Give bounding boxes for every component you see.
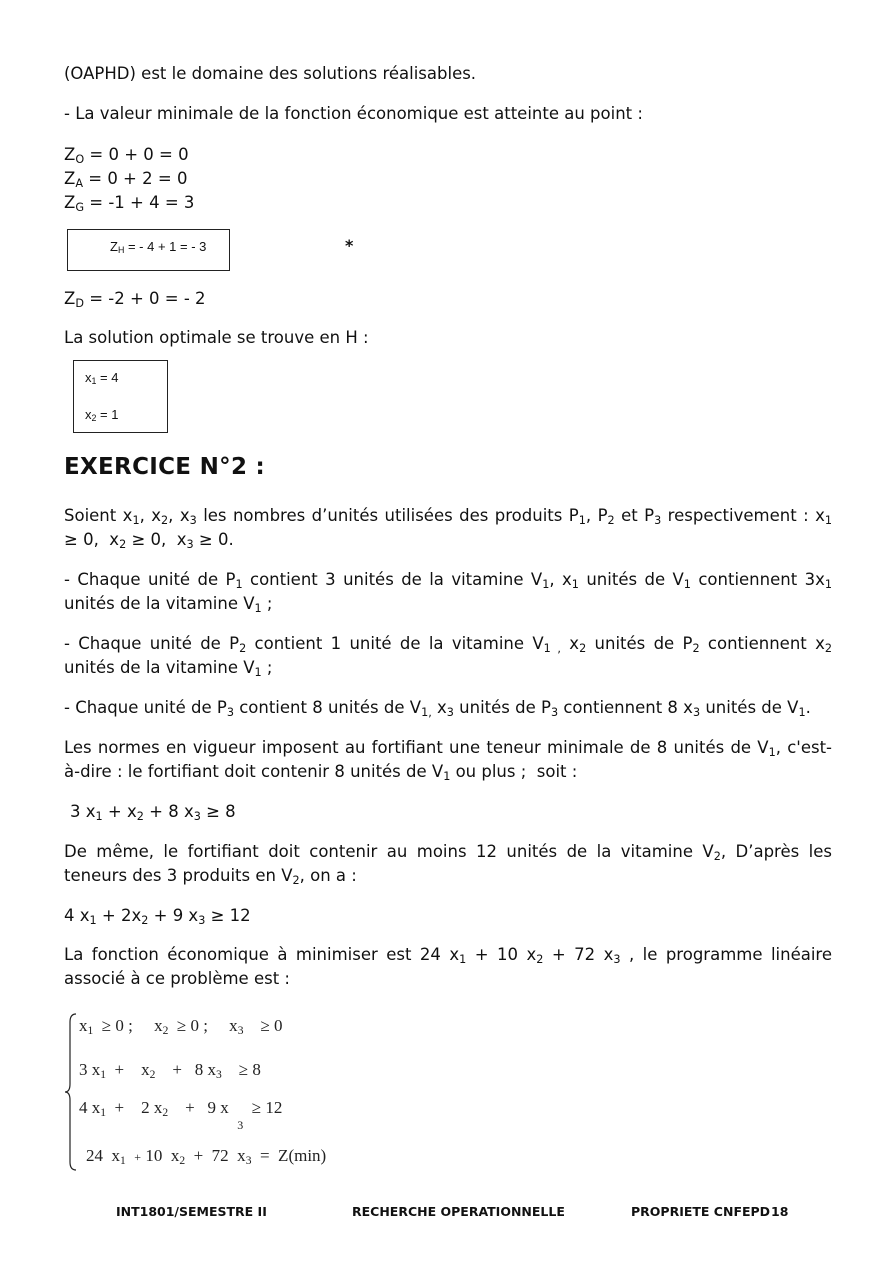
x1-value: $x_1 = 4$ xyxy=(85,370,119,387)
z-a-line: $Z_A = 0 + 2 = 0$ xyxy=(64,169,188,190)
system-brace xyxy=(64,1012,78,1172)
paragraph-v2: De même, le fortifiant doit contenir au moins 12 unités de la vitamine $V_2$, D’après les teneurs des 3 produits en $V_2$, on a : xyxy=(64,842,832,887)
paragraph-objective: La fonction économique à minimiser est 24 $x_1 + 10$ $x_2 + 72$ $x_3$ , le programme linéaire associé à ce problème est : xyxy=(64,945,832,988)
page-number: 18 xyxy=(771,1204,789,1219)
z-g-line: $Z_G = -1 + 4 = 3$ xyxy=(64,193,195,214)
domain-line: (OAPHD) est le domaine des solutions réalisables. xyxy=(64,64,477,83)
system-row-2: 3 $x_1$ + $x_2$ + 8 $x_3$ ≥ 8 xyxy=(79,1060,261,1081)
optimal-marker: * xyxy=(345,236,354,255)
system-row-4: 24 $x_1 + 10$ $x_2 + 72$ $x_3 = Z(\min)$ xyxy=(86,1146,327,1167)
paragraph-p2: - Chaque unité de $P_2$ contient 1 unité de la vitamine $V_{1 ,}$ $x_2$ unités de $P_2$ contiennent $x_2$ unités de la vitamine $V_1$ ; xyxy=(64,634,832,679)
system-row-1: $x_1 \ge 0$ ; $x_2 \ge 0$ ; $x_3$ ≥ 0 xyxy=(79,1016,283,1037)
z-h-box xyxy=(67,229,230,271)
system-row-3: 4 $x_1$ + 2 $x_2$ + 9 x $_3$ ≥ 12 xyxy=(79,1098,283,1132)
constraint-v2: 4 $x_1 + 2x_2 + 9$ $x_3 \ge 12$ xyxy=(64,906,251,927)
constraint-v1: 3 $x_1 + x_2 + 8$ $x_3 \ge 8$ xyxy=(70,802,236,823)
paragraph-p3: - Chaque unité de $P_3$ contient 8 unités de $V_{1,}$ $x_3$ unités de $P_3$ contiennent 8 $x_3$ unités de $V_1$. xyxy=(64,698,811,719)
paragraph-norms: Les normes en vigueur imposent au fortifiant une teneur minimale de 8 unités de $V_1$, c'est-à-dire : le fortifiant doit contenir 8 unités de $V_1$ ou plus ; soit : xyxy=(64,738,832,783)
solution-box xyxy=(73,360,168,433)
footer-ownership: PROPRIETE CNFEPD xyxy=(631,1204,771,1219)
footer-course-code: INT1801/SEMESTRE II xyxy=(116,1204,267,1219)
x2-value: $x_2 = 1$ xyxy=(85,407,119,424)
paragraph-p1: - Chaque unité de $P_1$ contient 3 unités de la vitamine $V_1$, $x_1$ unités de $V_1$ contiennent $3x_1$ unités de la vitamine $V_1$ ; xyxy=(64,570,832,615)
exercise-title: EXERCICE N°2 : xyxy=(64,454,266,480)
footer-subject: RECHERCHE OPERATIONNELLE xyxy=(352,1204,565,1219)
z-h-line: $Z_H$ = - 4 + 1 = - 3 xyxy=(110,239,207,256)
paragraph-variables: Soient $x_1$, $x_2$, $x_3$ les nombres d’unités utilisées des produits $P_1$, $P_2$ et $P_3$ respectivement : $x_1 \ge 0$, $x_2 \ge 0$, $x_3 \ge 0$. xyxy=(64,506,832,551)
z-o-line: $Z_O = 0 + 0 = 0$ xyxy=(64,145,189,166)
solution-line: La solution optimale se trouve en H : xyxy=(64,328,369,347)
z-d-line: $Z_D = -2 + 0$ = - 2 xyxy=(64,289,206,310)
minimal-value-line: - La valeur minimale de la fonction économique est atteinte au point : xyxy=(64,104,643,123)
